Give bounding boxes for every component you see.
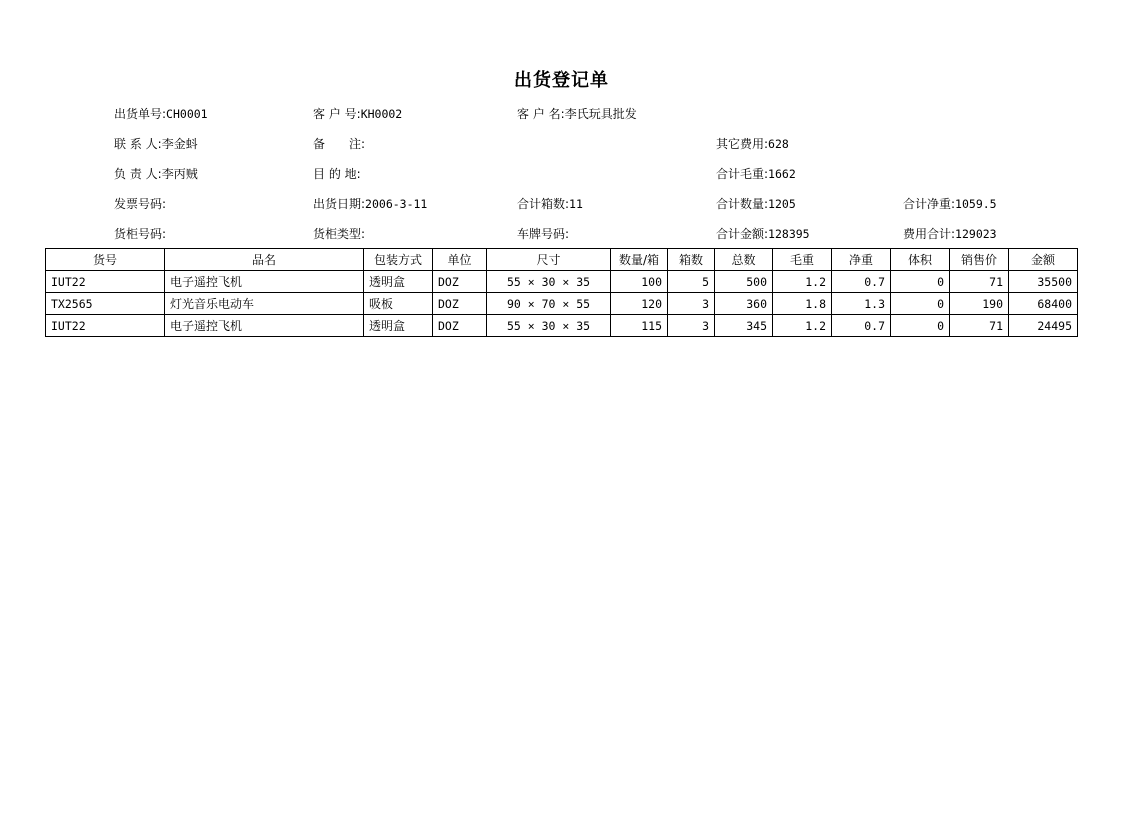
- total-qty-value: 1205: [768, 197, 796, 211]
- fee-total-value: 129023: [955, 227, 997, 241]
- cell-volume: 0: [891, 315, 950, 337]
- total-qty-field: [716, 197, 796, 211]
- total-gross-label: 合计毛重:: [716, 167, 769, 181]
- responsible-label: 负 责 人:: [114, 167, 162, 181]
- cell-packing: 透明盒: [364, 315, 433, 337]
- table-header-row: [46, 249, 1078, 271]
- cell-unit: DOZ: [433, 293, 487, 315]
- col-header-cartons: 箱数: [668, 249, 715, 271]
- cell-price: 71: [950, 315, 1009, 337]
- cell-cartons: 3: [668, 315, 715, 337]
- cell-item-no: IUT22: [46, 315, 165, 337]
- cell-name: 电子遥控飞机: [165, 271, 364, 293]
- container-type-field: [313, 227, 365, 241]
- cell-item-no: TX2565: [46, 293, 165, 315]
- cell-volume: 0: [891, 271, 950, 293]
- ship-date-value: 2006-3-11: [365, 197, 428, 211]
- cell-volume: 0: [891, 293, 950, 315]
- total-cartons-label: 合计箱数:: [517, 197, 570, 211]
- cell-price: 190: [950, 293, 1009, 315]
- cell-net: 0.7: [832, 315, 891, 337]
- total-cartons-value: 11: [569, 197, 583, 211]
- total-net-field: [903, 197, 997, 211]
- col-header-volume: 体积: [891, 249, 950, 271]
- cell-amount: 68400: [1009, 293, 1078, 315]
- container-no-label: 货柜号码:: [114, 227, 167, 241]
- cell-item-no: IUT22: [46, 271, 165, 293]
- col-header-name: 品名: [165, 249, 364, 271]
- cell-total: 360: [715, 293, 773, 315]
- col-header-price: 销售价: [950, 249, 1009, 271]
- total-amount-label: 合计金额:: [716, 227, 769, 241]
- cell-cartons: 3: [668, 293, 715, 315]
- plate-no-field: [517, 227, 569, 241]
- ship-date-field: [313, 197, 427, 211]
- container-type-label: 货柜类型:: [313, 227, 366, 241]
- cell-qty-per-carton: 120: [611, 293, 668, 315]
- cell-price: 71: [950, 271, 1009, 293]
- fee-total-label: 费用合计:: [903, 227, 956, 241]
- table-row: [46, 315, 1078, 337]
- cell-size: 55 × 30 × 35: [487, 271, 611, 293]
- cell-total: 345: [715, 315, 773, 337]
- cell-qty-per-carton: 100: [611, 271, 668, 293]
- remark-field: [313, 137, 365, 151]
- shipment-no-field: [114, 107, 208, 121]
- customer-no-field: [313, 107, 402, 121]
- remark-label: 备 注:: [313, 137, 366, 151]
- table-row: [46, 271, 1078, 293]
- customer-name-value: 李氏玩具批发: [564, 107, 637, 121]
- contact-value: 李金蚪: [161, 137, 198, 151]
- container-no-field: [114, 227, 166, 241]
- cell-unit: DOZ: [433, 315, 487, 337]
- cell-total: 500: [715, 271, 773, 293]
- invoice-no-label: 发票号码:: [114, 197, 167, 211]
- other-fee-label: 其它费用:: [716, 137, 769, 151]
- total-amount-field: [716, 227, 810, 241]
- customer-name-label: 客 户 名:: [517, 107, 565, 121]
- table-row: [46, 293, 1078, 315]
- total-cartons-field: [517, 197, 583, 211]
- plate-no-label: 车牌号码:: [517, 227, 570, 241]
- cell-gross: 1.2: [773, 315, 832, 337]
- total-net-value: 1059.5: [955, 197, 997, 211]
- cell-gross: 1.8: [773, 293, 832, 315]
- col-header-item-no: 货号: [46, 249, 165, 271]
- cell-unit: DOZ: [433, 271, 487, 293]
- ship-date-label: 出货日期:: [313, 197, 366, 211]
- total-gross-value: 1662: [768, 167, 796, 181]
- cell-packing: 透明盒: [364, 271, 433, 293]
- destination-label: 目 的 地:: [313, 167, 361, 181]
- cell-size: 55 × 30 × 35: [487, 315, 611, 337]
- cell-amount: 24495: [1009, 315, 1078, 337]
- col-header-gross: 毛重: [773, 249, 832, 271]
- shipment-no-label: 出货单号:: [114, 107, 167, 121]
- responsible-field: [114, 167, 198, 181]
- contact-field: [114, 137, 198, 151]
- customer-name-field: [517, 107, 637, 121]
- total-gross-field: [716, 167, 796, 181]
- col-header-total: 总数: [715, 249, 773, 271]
- col-header-packing: 包装方式: [364, 249, 433, 271]
- document-title: 出货登记单: [514, 70, 609, 91]
- cell-name: 电子遥控飞机: [165, 315, 364, 337]
- fee-total-field: [903, 227, 997, 241]
- customer-no-value: KH0002: [360, 107, 403, 121]
- total-qty-label: 合计数量:: [716, 197, 769, 211]
- cell-gross: 1.2: [773, 271, 832, 293]
- col-header-qty-per-carton: 数量/箱: [611, 249, 668, 271]
- cell-net: 1.3: [832, 293, 891, 315]
- col-header-amount: 金额: [1009, 249, 1078, 271]
- other-fee-field: [716, 137, 789, 151]
- total-amount-value: 128395: [768, 227, 810, 241]
- destination-field: [313, 167, 361, 181]
- shipment-no-value: CH0001: [166, 107, 208, 121]
- cell-net: 0.7: [832, 271, 891, 293]
- other-fee-value: 628: [768, 137, 789, 151]
- cell-amount: 35500: [1009, 271, 1078, 293]
- shipment-items-table: [45, 248, 1078, 337]
- col-header-size: 尺寸: [487, 249, 611, 271]
- col-header-net: 净重: [832, 249, 891, 271]
- cell-name: 灯光音乐电动车: [165, 293, 364, 315]
- total-net-label: 合计净重:: [903, 197, 956, 211]
- contact-label: 联 系 人:: [114, 137, 162, 151]
- cell-size: 90 × 70 × 55: [487, 293, 611, 315]
- col-header-unit: 单位: [433, 249, 487, 271]
- cell-qty-per-carton: 115: [611, 315, 668, 337]
- invoice-no-field: [114, 197, 166, 211]
- cell-cartons: 5: [668, 271, 715, 293]
- customer-no-label: 客 户 号:: [313, 107, 361, 121]
- cell-packing: 吸板: [364, 293, 433, 315]
- responsible-value: 李丙贼: [161, 167, 198, 181]
